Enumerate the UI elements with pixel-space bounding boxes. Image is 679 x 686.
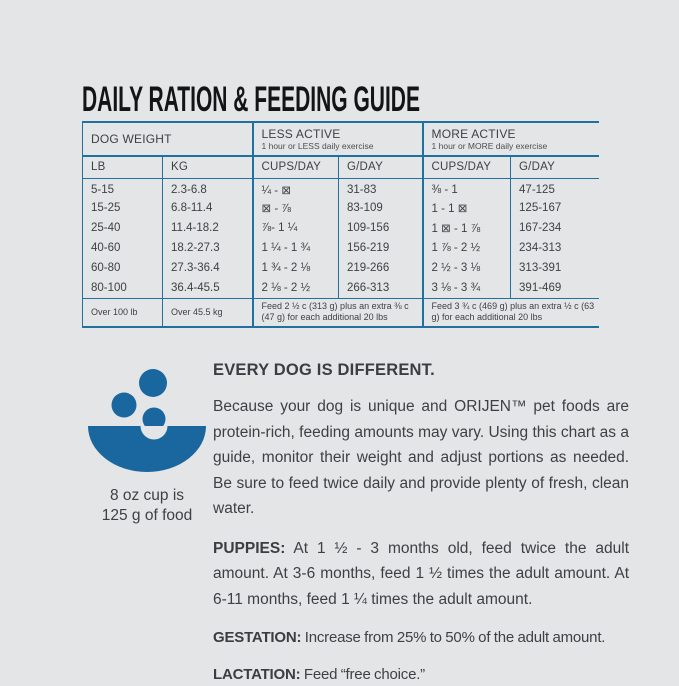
dog-food-bowl-icon <box>85 362 209 474</box>
cup-measure-note <box>74 486 220 526</box>
gestation-text: Increase from 25% to 50% of the adult amount. <box>304 629 606 646</box>
table-cell: 1 - 1 ⊠ <box>423 198 511 218</box>
info-column <box>213 361 629 686</box>
table-cell: 47-125 <box>519 184 555 197</box>
dog-weight-label: DOG WEIGHT <box>91 131 172 146</box>
table-cell: 5-15 <box>83 178 163 198</box>
column-header-kg: KG <box>163 156 253 178</box>
table-cell: 2 ⅛ - 2 ½ <box>253 278 339 298</box>
less-active-label: LESS ACTIVE <box>261 126 341 141</box>
col-group-dog-weight <box>83 122 253 156</box>
puppies-paragraph <box>213 536 629 613</box>
table-cell: 2 ½ - 3 ⅛ <box>423 258 511 278</box>
table-footer-row <box>83 298 599 327</box>
table-cell: 1 ⅞ - 2 ½ <box>423 238 511 258</box>
table-cell: 36.4-45.5 <box>163 278 253 298</box>
table-cell: 25-40 <box>83 218 163 238</box>
feeding-table-body <box>83 178 599 298</box>
table-cell: 1 ¾ - 2 ⅛ <box>253 258 339 278</box>
table-cell: 234-313 <box>519 242 562 254</box>
more-active-label: MORE ACTIVE <box>431 126 516 141</box>
table-cell: 313-391 <box>519 262 562 274</box>
table-cell: 15-25 <box>83 198 163 218</box>
table-cell: 6.8-11.4 <box>163 198 253 218</box>
table-row <box>83 198 599 218</box>
cup-note-line2: 125 g of food <box>101 507 193 524</box>
lactation-paragraph <box>213 664 629 686</box>
footer-over-100lb: Over 100 lb <box>83 298 163 327</box>
table-cell: 266-313 <box>339 278 423 298</box>
table-column-header-row <box>83 156 599 178</box>
table-cell: 27.3-36.4 <box>163 258 253 278</box>
table-cell: 60-80 <box>83 258 163 278</box>
feeding-table <box>82 121 599 328</box>
table-cell: 125-167 <box>519 202 562 214</box>
table-cell: ¼ - ⊠ <box>253 178 339 198</box>
column-header-g-less: G/DAY <box>339 156 423 178</box>
col-group-more-active <box>423 122 599 156</box>
table-cell: 18.2-27.3 <box>163 238 253 258</box>
table-cell: 2.3-6.8 <box>163 178 253 198</box>
table-cell: 109-156 <box>339 218 423 238</box>
table-cell: 40-60 <box>83 238 163 258</box>
table-row <box>83 278 599 298</box>
table-cell: 391-469 <box>519 281 562 294</box>
table-cell: 31-83 <box>339 178 423 198</box>
table-cell: ⅞- 1 ¼ <box>253 218 339 238</box>
puppies-label: PUPPIES: <box>213 539 286 557</box>
table-cell: 80-100 <box>83 278 163 298</box>
bowl-illustration <box>85 362 209 479</box>
info-body-paragraph: Because your dog is unique and ORIJEN™ pet foods are protein-rich, feeding amounts may vary. Using this chart as a guide, monitor their weight and adjust portions as needed. Be sure to feed twice daily and provide plenty of fresh, clean water. <box>213 398 629 517</box>
column-header-lb: LB <box>83 156 163 178</box>
footer-over-45kg: Over 45.5 kg <box>163 298 253 327</box>
column-header-cups-less: CUPS/DAY <box>253 156 339 178</box>
table-cell: ⊠ - ⅞ <box>253 198 339 218</box>
table-cell: 11.4-18.2 <box>163 218 253 238</box>
less-active-subtext: 1 hour or LESS daily exercise <box>261 140 374 151</box>
lactation-text: Feed “free choice.” <box>303 666 425 683</box>
table-row <box>83 218 599 238</box>
lactation-label: LACTATION: <box>213 666 301 683</box>
footer-more-active-note: Feed 3 ¾ c (469 g) plus an extra ½ c (63 g) for each additional 20 lbs <box>423 298 599 327</box>
column-header-g-more: G/DAY <box>511 156 599 178</box>
more-active-subtext: 1 hour or MORE daily exercise <box>431 140 548 151</box>
gestation-label: GESTATION: <box>213 629 302 646</box>
column-header-cups-more: CUPS/DAY <box>423 156 511 178</box>
page-title: DAILY RATION & FEEDING GUIDE <box>82 80 420 119</box>
col-group-less-active <box>253 122 423 156</box>
table-row <box>83 258 599 278</box>
table-cell: 167-234 <box>519 222 562 234</box>
table-cell: ⅜ - 1 <box>423 178 511 198</box>
table-cell: 83-109 <box>339 198 423 218</box>
footer-less-active-note: Feed 2 ½ c (313 g) plus an extra ⅜ c (47 g) for each additional 20 lbs <box>253 298 423 327</box>
table-group-header-row <box>83 122 599 156</box>
gestation-paragraph <box>213 627 629 649</box>
cup-note-line1: 8 oz cup is <box>109 487 185 504</box>
table-row <box>83 178 599 198</box>
table-cell: 1 ¼ - 1 ¾ <box>253 238 339 258</box>
table-row <box>83 238 599 258</box>
table-cell: 156-219 <box>339 238 423 258</box>
info-heading: EVERY DOG IS DIFFERENT. <box>213 361 435 379</box>
puppies-text: At 1 ½ - 3 months old, feed twice the adult amount. At 3-6 months, feed 1 ½ times the adult amount. At 6-11 months, feed 1 ¼ times the adult amount. <box>213 539 629 608</box>
table-cell: 3 ⅛ - 3 ¾ <box>423 278 511 298</box>
table-cell: 1 ⊠ - 1 ⅞ <box>423 218 511 238</box>
table-cell: 219-266 <box>339 258 423 278</box>
